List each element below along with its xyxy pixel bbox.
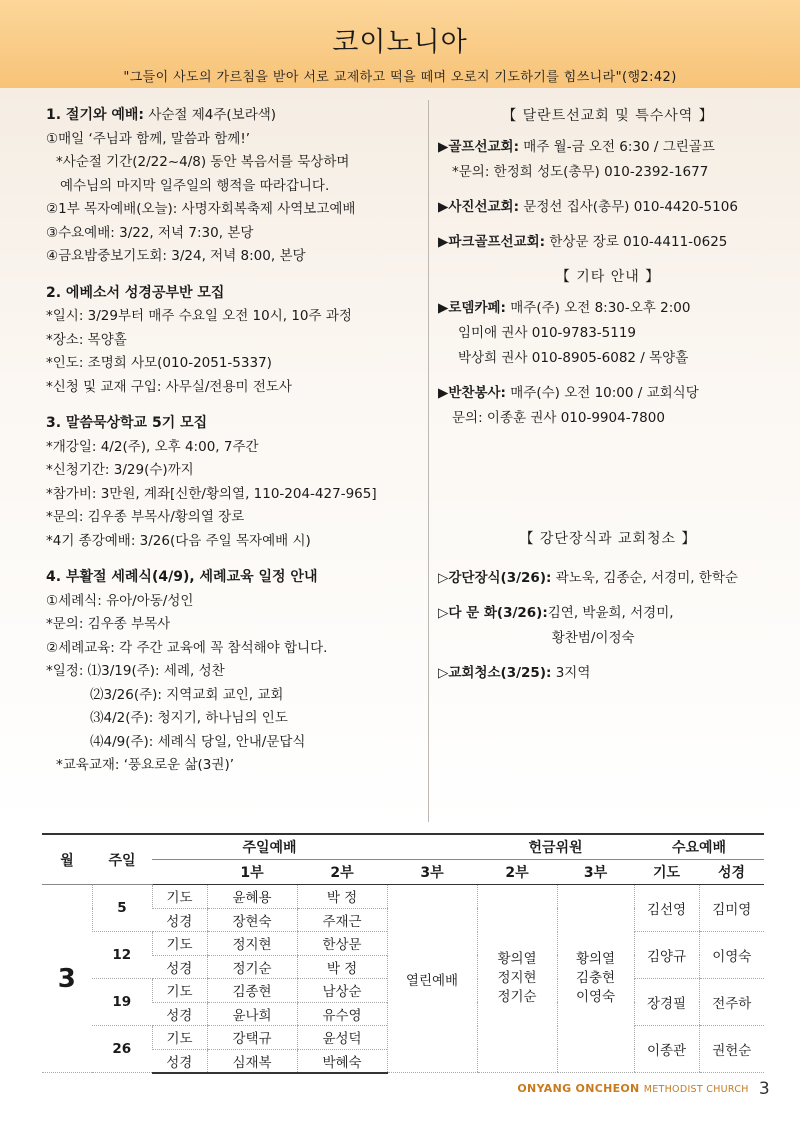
subheader: 성경 bbox=[699, 860, 764, 885]
cafe-info bbox=[438, 296, 778, 371]
item-value: 김연, 박윤희, 서경미, bbox=[547, 605, 674, 621]
name-cell: 윤혜용 bbox=[207, 885, 297, 909]
mission-golf bbox=[438, 135, 778, 185]
item-contact: 임미애 권사 010-9783-5119 bbox=[458, 325, 637, 341]
item-value: 황찬범/이정숙 bbox=[551, 630, 635, 646]
section-meditation-school bbox=[46, 412, 421, 553]
name-cell: 윤성덕 bbox=[297, 1026, 387, 1050]
role-cell: 기도 bbox=[152, 932, 207, 956]
notice-line: ⑷4/9(주): 세례식 당일, 안내/문답식 bbox=[90, 733, 306, 750]
name-cell: 박 정 bbox=[297, 885, 387, 909]
section-title: 4. 부활절 세례식(4/9), 세례교육 일정 안내 bbox=[46, 569, 318, 585]
notice-line: ⑶4/2(주): 청지기, 하나님의 인도 bbox=[90, 710, 288, 726]
item-label: ▶반찬봉사: bbox=[438, 385, 506, 401]
wed-bible-cell: 전주하 bbox=[699, 979, 764, 1026]
month-cell: 3 bbox=[42, 885, 92, 1073]
name-cell: 정지현 bbox=[207, 932, 297, 956]
page-title: 코이노니아 bbox=[332, 27, 468, 58]
table-row bbox=[42, 885, 764, 909]
item-label: ▷다 문 화(3/26): bbox=[438, 605, 548, 621]
item-value: 문정선 집사(총무) 010-4420-5106 bbox=[519, 199, 738, 215]
notice-line: *장소: 목양홀 bbox=[46, 331, 127, 348]
item-label: ▷강단장식(3/26): bbox=[438, 570, 552, 586]
wed-bible-cell: 권헌순 bbox=[699, 1026, 764, 1073]
notice-line: *인도: 조명희 사모(010-2051-5337) bbox=[46, 355, 272, 371]
header-sunday-worship: 주일예배 bbox=[152, 834, 387, 860]
offering-3-cell bbox=[557, 885, 634, 1073]
service-schedule-table bbox=[42, 833, 764, 1074]
wed-pray-cell: 김선영 bbox=[634, 885, 699, 932]
header-week: 주일 bbox=[92, 834, 152, 885]
church-name: ONYANG ONCHEON bbox=[517, 1082, 640, 1095]
item-value: 매주 월-금 오전 6:30 / 그린골프 bbox=[519, 139, 715, 155]
role-cell: 기도 bbox=[152, 979, 207, 1003]
notice-line: *일정: ⑴3/19(주): 세례, 성찬 bbox=[46, 663, 225, 679]
name-cell: 윤나희 bbox=[207, 1002, 297, 1026]
bible-verse: "그들이 사도의 가르침을 받아 서로 교제하고 떡을 떼며 오로지 기도하기를 힘쓰니라"(행2:42) bbox=[123, 70, 677, 85]
item-value: 곽노욱, 김종순, 서경미, 한학순 bbox=[551, 570, 738, 586]
notice-line: *참가비: 3만원, 계좌[신한/황의열, 110-204-427-965] bbox=[46, 485, 377, 502]
section-bible-study bbox=[46, 282, 421, 400]
offering-name: 정지현 bbox=[497, 970, 537, 986]
notice-line: ③수요예배: 3/22, 저녁 7:30, 본당 bbox=[46, 224, 254, 241]
offering-2-cell bbox=[477, 885, 557, 1073]
name-cell: 주재근 bbox=[297, 908, 387, 932]
week-cell: 12 bbox=[92, 932, 152, 979]
mission-photo bbox=[438, 195, 778, 220]
item-label: ▶로뎀카페: bbox=[438, 300, 506, 316]
offering-name: 이영숙 bbox=[575, 989, 616, 1005]
section-title: 3. 말씀묵상학교 5기 모집 bbox=[46, 415, 208, 431]
notice-line: ②1부 목자예배(오늘): 사명자회복축제 사역보고예배 bbox=[46, 201, 356, 217]
header-wednesday: 수요예배 bbox=[634, 834, 764, 860]
notice-line: ①매일 ‘주님과 함께, 말씀과 함께!’ bbox=[46, 130, 251, 147]
item-value-group bbox=[548, 601, 778, 651]
notice-line: *일시: 3/29부터 매주 수요일 오전 10시, 10주 과정 bbox=[46, 308, 352, 324]
offering-name: 정기순 bbox=[497, 989, 537, 1005]
notice-line: *신청 및 교재 구입: 사무실/전용미 전도사 bbox=[46, 378, 292, 395]
header-month: 월 bbox=[42, 834, 92, 885]
role-cell: 성경 bbox=[152, 1002, 207, 1026]
mission-parkgolf bbox=[438, 230, 778, 255]
right-column bbox=[438, 104, 778, 696]
name-cell: 한상문 bbox=[297, 932, 387, 956]
name-cell: 유수영 bbox=[297, 1002, 387, 1026]
role-cell: 기도 bbox=[152, 1026, 207, 1050]
item-contact: *문의: 한정희 성도(총무) 010-2392-1677 bbox=[452, 164, 709, 180]
left-column bbox=[46, 104, 421, 791]
name-cell: 남상순 bbox=[297, 979, 387, 1003]
subheader: 기도 bbox=[634, 860, 699, 885]
role-cell: 성경 bbox=[152, 955, 207, 979]
offering-name: 황의열 bbox=[575, 951, 616, 967]
page-footer bbox=[517, 1079, 770, 1099]
altar-decoration bbox=[438, 566, 778, 591]
notice-line: ④금요밤중보기도회: 3/24, 저녁 8:00, 본당 bbox=[46, 248, 306, 264]
subheader: 3부 bbox=[387, 860, 477, 885]
table-header-row bbox=[42, 834, 764, 860]
header-empty bbox=[387, 834, 477, 860]
name-cell: 강택규 bbox=[207, 1026, 297, 1050]
side-dish-info bbox=[438, 381, 778, 431]
offering-name: 김충현 bbox=[575, 970, 616, 986]
notice-line: 예수님의 마지막 일주일의 행적을 따라갑니다. bbox=[60, 177, 330, 194]
notice-line: *문의: 김우종 부목사/황의열 장로 bbox=[46, 509, 245, 525]
section-title: 【 기타 안내 】 bbox=[555, 269, 661, 285]
item-label: ▷교회청소(3/25): bbox=[438, 665, 552, 681]
section-baptism bbox=[46, 566, 421, 778]
name-cell: 정기순 bbox=[207, 955, 297, 979]
week-cell: 26 bbox=[92, 1026, 152, 1073]
name-cell: 박혜숙 bbox=[297, 1049, 387, 1073]
item-value: 매주(주) 오전 8:30-오후 2:00 bbox=[505, 300, 691, 316]
page-header bbox=[0, 0, 800, 88]
subheader: 2부 bbox=[297, 860, 387, 885]
name-cell: 김종현 bbox=[207, 979, 297, 1003]
item-label: ▶사진선교회: bbox=[438, 199, 519, 215]
notice-line: ⑵3/26(주): 지역교회 교인, 교회 bbox=[90, 686, 284, 703]
section-title: 2. 에베소서 성경공부반 모집 bbox=[46, 284, 225, 301]
item-value: 매주(수) 오전 10:00 / 교회식당 bbox=[505, 385, 699, 401]
notice-line: *개강일: 4/2(주), 오후 4:00, 7주간 bbox=[46, 438, 259, 455]
header-offering: 헌금위원 bbox=[477, 834, 634, 860]
section-title: 【 달란트선교회 및 특수사역 】 bbox=[502, 108, 714, 124]
page-number: 3 bbox=[758, 1079, 770, 1099]
item-contact: 문의: 이종훈 권사 010-9904-7800 bbox=[452, 410, 665, 426]
church-name-suffix: METHODIST CHURCH bbox=[643, 1084, 749, 1095]
notice-line: *4기 종강예배: 3/26(다음 주일 목자예배 시) bbox=[46, 532, 311, 549]
subheader: 1부 bbox=[207, 860, 297, 885]
wed-pray-cell: 이종관 bbox=[634, 1026, 699, 1073]
name-cell: 심재복 bbox=[207, 1049, 297, 1073]
wed-bible-cell: 이영숙 bbox=[699, 932, 764, 979]
notice-line: ①세례식: 유아/아동/성인 bbox=[46, 592, 194, 609]
third-service-cell: 열린예배 bbox=[387, 885, 477, 1073]
week-cell: 5 bbox=[92, 885, 152, 932]
notice-line: *사순절 기간(2/22~4/8) 동안 복음서를 묵상하며 bbox=[56, 154, 350, 170]
item-label: ▶파크골프선교회: bbox=[438, 234, 546, 250]
notice-line: *문의: 김우종 부목사 bbox=[46, 616, 171, 632]
section-title: 【 강단장식과 교회청소 】 bbox=[519, 531, 697, 547]
role-cell: 성경 bbox=[152, 1049, 207, 1073]
subheader: 3부 bbox=[557, 860, 634, 885]
role-cell: 기도 bbox=[152, 885, 207, 909]
subheader: 2부 bbox=[477, 860, 557, 885]
section-subtitle: 사순절 제4주(보라색) bbox=[144, 107, 277, 123]
notice-line: *신청기간: 3/29(수)까지 bbox=[46, 462, 194, 478]
item-value: 3지역 bbox=[551, 665, 591, 681]
item-value: 한상문 장로 010-4411-0625 bbox=[545, 234, 728, 250]
item-contact: 박상희 권사 010-8905-6082 / 목양홀 bbox=[458, 350, 689, 366]
offering-name: 황의열 bbox=[497, 951, 537, 967]
wed-pray-cell: 김양규 bbox=[634, 932, 699, 979]
name-cell: 박 정 bbox=[297, 955, 387, 979]
subheader-empty bbox=[152, 860, 207, 885]
item-label: ▶골프선교회: bbox=[438, 139, 519, 155]
notice-line: *교육교재: ‘풍요로운 삶(3권)’ bbox=[56, 757, 234, 773]
notice-line: ②세례교육: 각 주간 교육에 꼭 참석해야 합니다. bbox=[46, 639, 328, 656]
week-cell: 19 bbox=[92, 979, 152, 1026]
column-divider bbox=[428, 100, 429, 822]
section-worship bbox=[46, 104, 421, 269]
wed-bible-cell: 김미영 bbox=[699, 885, 764, 932]
role-cell: 성경 bbox=[152, 908, 207, 932]
flower-info bbox=[438, 601, 778, 651]
name-cell: 장현숙 bbox=[207, 908, 297, 932]
church-cleaning bbox=[438, 661, 778, 686]
wed-pray-cell: 장경필 bbox=[634, 979, 699, 1026]
section-title: 1. 절기와 예배: bbox=[46, 107, 145, 123]
